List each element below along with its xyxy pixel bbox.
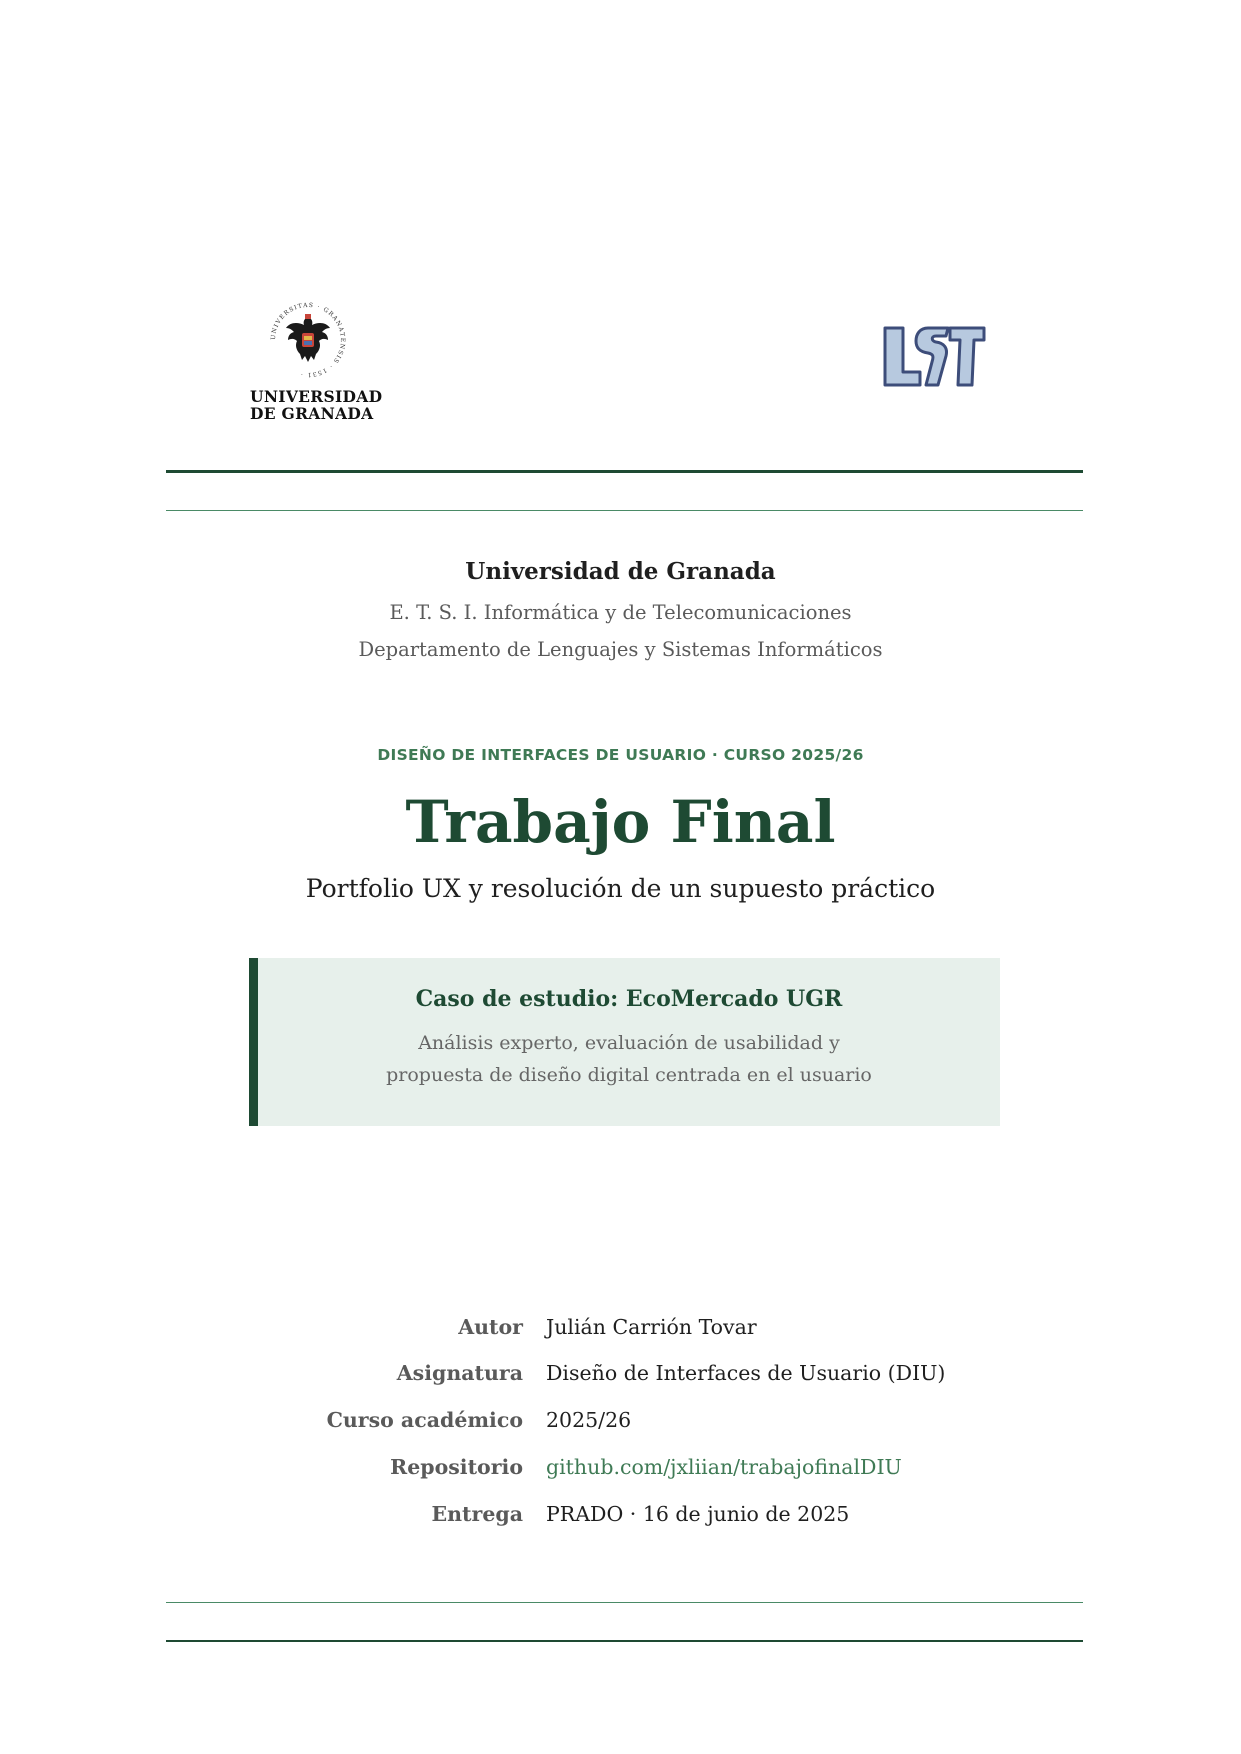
case-study-description-line1: Análisis experto, evaluación de usabilidad y [418, 1032, 840, 1054]
info-value: 2025/26 [546, 1408, 632, 1432]
repository-link[interactable]: github.com/jxliian/trabajofinalDIU [546, 1455, 902, 1479]
case-study-description-line2: propuesta de diseño digital centrada en el usuario [386, 1064, 872, 1086]
info-row-delivery [0, 1502, 1241, 1532]
info-value: Julián Carrión Tovar [546, 1315, 757, 1339]
ugr-seal-ring-text: UNIVERSITAS · GRANATENSIS · 1531 · [269, 301, 347, 379]
info-value: PRADO · 16 de junio de 2025 [546, 1502, 850, 1526]
bottom-rule-thin [166, 1602, 1083, 1603]
info-label: Entrega [431, 1502, 523, 1526]
university-name: Universidad de Granada [465, 558, 776, 585]
bottom-rule-thick [166, 1640, 1083, 1642]
school-name: E. T. S. I. Informática y de Telecomunicaciones [389, 601, 852, 624]
case-study-accent-bar [249, 958, 258, 1126]
info-label: Repositorio [390, 1455, 523, 1479]
case-study-title: Caso de estudio: EcoMercado UGR [415, 986, 843, 1012]
ugr-wordmark-line2: DE GRANADA [250, 404, 374, 423]
info-label: Asignatura [396, 1361, 523, 1385]
info-label: Autor [458, 1315, 523, 1339]
ugr-wordmark-line1: UNIVERSIDAD [250, 387, 383, 406]
eagle-icon [286, 314, 330, 362]
info-row-academic-year [0, 1408, 1241, 1438]
case-study-box [249, 958, 1000, 1126]
page-title: Trabajo Final [405, 788, 836, 856]
lsi-logo [876, 322, 994, 390]
top-rule-thick [166, 470, 1083, 473]
ugr-seal-icon [268, 300, 348, 380]
info-row-author [0, 1315, 1241, 1345]
ugr-logo [248, 300, 383, 425]
info-row-subject [0, 1361, 1241, 1391]
department-name: Departamento de Lenguajes y Sistemas Informáticos [358, 638, 883, 661]
course-line: DISEÑO DE INTERFACES DE USUARIO · CURSO 2025/26 [377, 746, 864, 764]
info-row-repository [0, 1455, 1241, 1485]
top-rule-thin [166, 510, 1083, 511]
page-subtitle: Portfolio UX y resolución de un supuesto práctico [305, 874, 936, 903]
info-value: Diseño de Interfaces de Usuario (DIU) [546, 1361, 946, 1385]
info-label: Curso académico [326, 1408, 523, 1432]
lsi-logo-icon [876, 322, 994, 390]
